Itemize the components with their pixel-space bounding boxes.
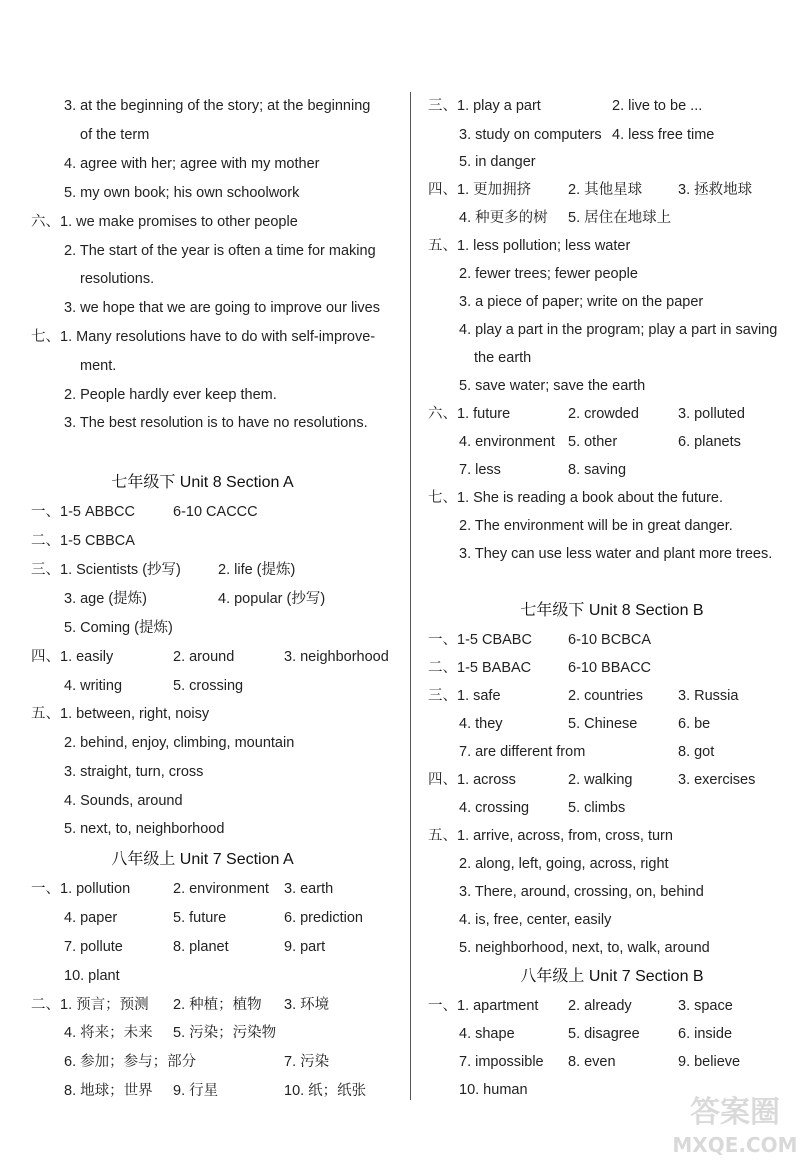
answer-item: 5. 居住在地球上 bbox=[568, 210, 672, 226]
watermark-text: 答案圈 bbox=[690, 1095, 780, 1130]
answer-item: 6. prediction bbox=[284, 910, 363, 926]
answer-item: 四、1. across bbox=[428, 772, 516, 788]
section-heading: 七年级下 Unit 8 Section B bbox=[520, 602, 704, 619]
answer-item: 二、1. 预言；预测 bbox=[31, 997, 149, 1013]
answer-item: 8. saving bbox=[568, 462, 627, 478]
answer-item: 6. 参加；参与；部分 bbox=[64, 1054, 197, 1070]
answer-item: 2. life (提炼) bbox=[218, 562, 296, 578]
answer-item: 4. shape bbox=[459, 1026, 515, 1042]
section-heading: 八年级上 Unit 7 Section B bbox=[520, 968, 704, 985]
answer-item: 5. climbs bbox=[568, 800, 626, 816]
answer-item: 8. even bbox=[568, 1054, 616, 1070]
answer-item: 6. inside bbox=[678, 1026, 733, 1042]
answer-item: 5. neighborhood, next, to, walk, around bbox=[459, 940, 710, 956]
answer-item: 3. 环境 bbox=[284, 997, 330, 1013]
answer-item: 2. along, left, going, across, right bbox=[459, 856, 669, 872]
answer-item: 3. straight, turn, cross bbox=[64, 764, 204, 780]
answer-item: 5. crossing bbox=[173, 678, 244, 694]
answer-item: 2. 其他星球 bbox=[568, 182, 643, 198]
answer-item: 6-10 BCBCA bbox=[568, 632, 652, 648]
answer-item: 2. behind, enjoy, climbing, mountain bbox=[64, 735, 295, 751]
answer-item: 7. are different from bbox=[459, 744, 586, 760]
answer-item: 7. pollute bbox=[64, 939, 123, 955]
answer-item: 3. a piece of paper; write on the paper bbox=[459, 294, 704, 310]
answer-item: 5. disagree bbox=[568, 1026, 640, 1042]
answer-item: 8. got bbox=[678, 744, 715, 760]
answer-item: 3. There, around, crossing, on, behind bbox=[459, 884, 704, 900]
answer-item: 4. environment bbox=[459, 434, 555, 450]
answer-item: 4. 将来；未来 bbox=[64, 1025, 153, 1041]
answer-item: 2. already bbox=[568, 998, 632, 1014]
answer-item: 2. live to be ... bbox=[612, 98, 703, 114]
answer-item: 5. in danger bbox=[459, 154, 536, 170]
answer-item: resolutions. bbox=[80, 271, 155, 287]
answer-item: 4. is, free, center, easily bbox=[459, 912, 612, 928]
answer-item: 4. less free time bbox=[612, 127, 715, 143]
answer-item: 5. Chinese bbox=[568, 716, 638, 732]
answer-item: 10. plant bbox=[64, 968, 120, 984]
answer-item: 五、1. between, right, noisy bbox=[31, 706, 210, 722]
answer-item: 4. agree with her; agree with my mother bbox=[64, 156, 320, 172]
answer-item: 4. popular (抄写) bbox=[218, 591, 326, 607]
answer-item: 8. planet bbox=[173, 939, 229, 955]
answer-item: 3. we hope that we are going to improve our lives bbox=[64, 300, 380, 316]
answer-item: 2. crowded bbox=[568, 406, 639, 422]
answer-item: 三、1. safe bbox=[428, 688, 501, 704]
answer-item: 7. 污染 bbox=[284, 1054, 330, 1070]
answer-item: 4. crossing bbox=[459, 800, 530, 816]
answer-item: 7. less bbox=[459, 462, 501, 478]
answer-item: 5. Coming (提炼) bbox=[64, 620, 173, 636]
answer-item: 2. People hardly ever keep them. bbox=[64, 387, 277, 403]
answer-item: 2. environment bbox=[173, 881, 269, 897]
answer-item: 4. Sounds, around bbox=[64, 793, 183, 809]
answer-item: 2. fewer trees; fewer people bbox=[459, 266, 638, 282]
answer-item: 四、1. easily bbox=[31, 649, 114, 665]
answer-item: 三、1. Scientists (抄写) bbox=[31, 562, 181, 578]
answer-item: 一、1-5 CBABC bbox=[428, 632, 532, 648]
answer-item: 9. believe bbox=[678, 1054, 741, 1070]
answer-item: 3. study on computers bbox=[459, 127, 602, 143]
answer-item: 3. The best resolution is to have no resolutions. bbox=[64, 415, 368, 431]
answer-item: 5. future bbox=[173, 910, 227, 926]
answer-item: 六、1. we make promises to other people bbox=[31, 214, 298, 230]
answer-item: 四、1. 更加拥挤 bbox=[428, 182, 532, 198]
answer-item: ment. bbox=[80, 358, 117, 374]
answer-item: 二、1-5 CBBCA bbox=[31, 533, 135, 549]
answer-item: 一、1. pollution bbox=[31, 881, 131, 897]
answer-item: 三、1. play a part bbox=[428, 98, 541, 114]
answer-item: 2. countries bbox=[568, 688, 643, 704]
answer-item: 4. play a part in the program; play a part in saving bbox=[459, 322, 778, 338]
answer-item: 一、1. apartment bbox=[428, 998, 539, 1014]
answer-item: 5. my own book; his own schoolwork bbox=[64, 185, 300, 201]
answer-item: 3. space bbox=[678, 998, 733, 1014]
answer-item: 6. planets bbox=[678, 434, 741, 450]
answer-item: 4. paper bbox=[64, 910, 118, 926]
answer-item: 二、1-5 BABAC bbox=[428, 660, 532, 676]
answer-item: 6. be bbox=[678, 716, 711, 732]
section-heading: 七年级下 Unit 8 Section A bbox=[111, 474, 294, 491]
answer-item: 5. save water; save the earth bbox=[459, 378, 646, 394]
answer-item: 5. other bbox=[568, 434, 618, 450]
answer-item: 3. 拯救地球 bbox=[678, 182, 753, 198]
section-heading: 八年级上 Unit 7 Section A bbox=[111, 851, 294, 868]
answer-item: 3. neighborhood bbox=[284, 649, 389, 665]
answer-item: 8. 地球；世界 bbox=[64, 1083, 153, 1099]
answer-item: 4. they bbox=[459, 716, 503, 732]
answer-item: 9. part bbox=[284, 939, 326, 955]
answer-item: 3. at the beginning of the story; at the beginning bbox=[64, 98, 371, 114]
answer-item: 2. The start of the year is often a time for making bbox=[64, 243, 376, 259]
answer-item: 3. exercises bbox=[678, 772, 756, 788]
answer-item: 5. 污染；污染物 bbox=[173, 1025, 277, 1041]
column-divider bbox=[410, 92, 411, 1100]
answer-item: 一、1-5 ABBCC bbox=[31, 504, 135, 520]
answer-item: 七、1. She is reading a book about the future. bbox=[428, 490, 724, 506]
answer-item: 2. The environment will be in great danger. bbox=[459, 518, 733, 534]
answer-item: 五、1. less pollution; less water bbox=[428, 238, 631, 254]
answer-item: 6-10 BBACC bbox=[568, 660, 652, 676]
watermark-logo bbox=[672, 1088, 798, 1160]
answer-item: 10. human bbox=[459, 1082, 528, 1098]
answer-item: 7. impossible bbox=[459, 1054, 544, 1070]
answer-item: 3. earth bbox=[284, 881, 334, 897]
answer-item: 3. Russia bbox=[678, 688, 739, 704]
answer-item: 3. age (提炼) bbox=[64, 591, 147, 607]
answer-item: 六、1. future bbox=[428, 406, 511, 422]
answer-item: 七、1. Many resolutions have to do with self-improve- bbox=[31, 329, 376, 345]
answer-item: 5. next, to, neighborhood bbox=[64, 821, 225, 837]
answer-item: 4. 种更多的树 bbox=[459, 210, 548, 226]
answer-item: 3. polluted bbox=[678, 406, 745, 422]
answer-item: the earth bbox=[474, 350, 532, 366]
answer-item: 2. walking bbox=[568, 772, 633, 788]
answer-item: 3. They can use less water and plant more trees. bbox=[459, 546, 773, 562]
answer-item: 2. 种植；植物 bbox=[173, 997, 262, 1013]
answer-item: 五、1. arrive, across, from, cross, turn bbox=[428, 828, 673, 844]
answer-item: 4. writing bbox=[64, 678, 123, 694]
answer-item: 6-10 CACCC bbox=[173, 504, 258, 520]
watermark-url: MXQE.COM bbox=[672, 1133, 798, 1157]
answer-item: 10. 纸；纸张 bbox=[284, 1083, 367, 1099]
answer-item: 2. around bbox=[173, 649, 235, 665]
answer-item: of the term bbox=[80, 127, 150, 143]
answer-item: 9. 行星 bbox=[173, 1083, 219, 1099]
